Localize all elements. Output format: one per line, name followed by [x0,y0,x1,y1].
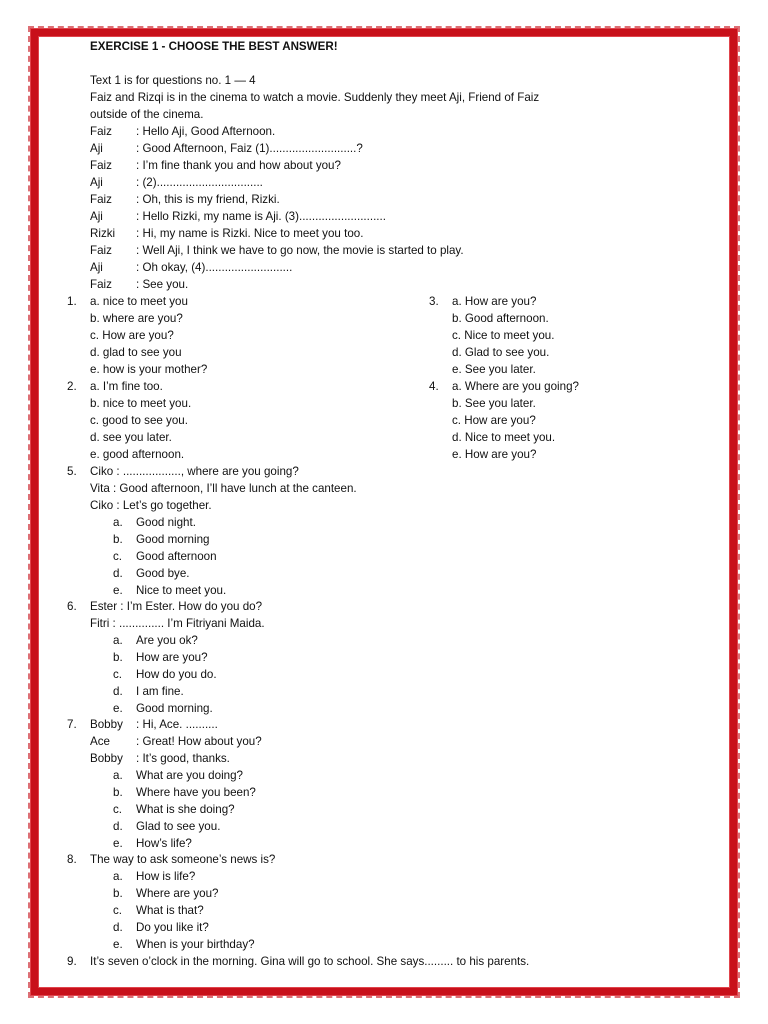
question-number: 1. [67,295,77,308]
option-letter: a. [113,634,123,647]
option: d. Glad to see you. [452,346,550,359]
option: Where are you? [136,887,219,900]
option-letter: a. [113,769,123,782]
option: e. how is your mother? [90,363,208,376]
option-letter: c. [113,803,123,816]
speaker: Rizki [90,227,116,240]
question-number: 2. [67,380,77,393]
speaker: Aji [90,210,103,223]
utterance: : Good Afternoon, Faiz (1)...........................? [136,142,363,155]
utterance: : Great! How about you? [136,735,262,748]
option: What is she doing? [136,803,235,816]
utterance: : It’s good, thanks. [136,752,230,765]
question-text: It’s seven o’clock in the morning. Gina will go to school. She says......... to his parents. [90,955,530,968]
question-number: 3. [429,295,439,308]
option: b. where are you? [90,312,183,325]
option-letter: d. [113,921,123,934]
option: Are you ok? [136,634,198,647]
speaker: Bobby [90,718,123,731]
option: Good night. [136,516,196,529]
utterance: : I’m fine thank you and how about you? [136,159,341,172]
option: How’s life? [136,837,192,850]
option: How are you? [136,651,208,664]
utterance: : Hi, Ace. .......... [136,718,218,731]
question-text: The way to ask someone’s news is? [90,853,276,866]
speaker: Faiz [90,193,112,206]
option: d. glad to see you [90,346,182,359]
context-line: Faiz and Rizqi is in the cinema to watch a movie. Suddenly they meet Aji, Friend of Faiz [90,91,540,104]
option-letter: d. [113,567,123,580]
option: d. see you later. [90,431,172,444]
option-letter: e. [113,702,123,715]
option-letter: d. [113,685,123,698]
option: c. good to see you. [90,414,188,427]
option: c. Nice to meet you. [452,329,555,342]
option-letter: b. [113,533,123,546]
option: Good afternoon [136,550,217,563]
speaker: Ace [90,735,110,748]
option-letter: e. [113,938,123,951]
option: a. I’m fine too. [90,380,163,393]
speaker: Faiz [90,159,112,172]
question-line: Ester : I’m Ester. How do you do? [90,600,263,613]
utterance: : Well Aji, I think we have to go now, the movie is started to play. [136,244,464,257]
option: How is life? [136,870,196,883]
option: a. Where are you going? [452,380,579,393]
option: d. Nice to meet you. [452,431,556,444]
option: Good morning. [136,702,213,715]
context-line: outside of the cinema. [90,108,204,121]
option-letter: c. [113,904,123,917]
speaker: Aji [90,176,103,189]
option: When is your birthday? [136,938,255,951]
option: b. Good afternoon. [452,312,549,325]
utterance: : (2)................................. [136,176,263,189]
question-number: 4. [429,380,439,393]
speaker: Bobby [90,752,123,765]
utterance: : Oh okay, (4)........................... [136,261,293,274]
option: Good bye. [136,567,190,580]
option-letter: d. [113,820,123,833]
option-letter: a. [113,870,123,883]
utterance: : Oh, this is my friend, Rizki. [136,193,280,206]
speaker: Faiz [90,125,112,138]
option: a. nice to meet you [90,295,188,308]
option: Nice to meet you. [136,584,227,597]
option: a. How are you? [452,295,537,308]
exercise-title: EXERCISE 1 - CHOOSE THE BEST ANSWER! [90,40,338,53]
speaker: Faiz [90,244,112,257]
question-number: 6. [67,600,77,613]
option-letter: b. [113,887,123,900]
option: What are you doing? [136,769,243,782]
utterance: : Hello Rizki, my name is Aji. (3)........................... [136,210,386,223]
question-line: Ciko : Let’s go together. [90,499,212,512]
option: c. How are you? [452,414,536,427]
option-letter: b. [113,651,123,664]
option-letter: b. [113,786,123,799]
option: I am fine. [136,685,184,698]
option: Glad to see you. [136,820,221,833]
option-letter: e. [113,837,123,850]
utterance: : Hi, my name is Rizki. Nice to meet you too. [136,227,364,240]
option-letter: e. [113,584,123,597]
option: c. How are you? [90,329,174,342]
option-letter: c. [113,550,123,563]
option: b. See you later. [452,397,536,410]
question-number: 9. [67,955,77,968]
question-line: Fitri : .............. I’m Fitriyani Maida. [90,617,265,630]
option: b. nice to meet you. [90,397,192,410]
question-number: 8. [67,853,77,866]
question-number: 7. [67,718,77,731]
option: What is that? [136,904,204,917]
question-line: Vita : Good afternoon, I’ll have lunch at the canteen. [90,482,357,495]
option: Good morning [136,533,210,546]
option: How do you do. [136,668,217,681]
option-letter: c. [113,668,123,681]
option: Do you like it? [136,921,209,934]
speaker: Faiz [90,278,112,291]
utterance: : Hello Aji, Good Afternoon. [136,125,276,138]
text-intro: Text 1 is for questions no. 1 — 4 [90,74,256,87]
speaker: Aji [90,142,103,155]
option: e. good afternoon. [90,448,185,461]
question-number: 5. [67,465,77,478]
option: e. See you later. [452,363,536,376]
option: e. How are you? [452,448,537,461]
utterance: : See you. [136,278,189,291]
speaker: Aji [90,261,103,274]
option-letter: a. [113,516,123,529]
question-line: Ciko : .................., where are you going? [90,465,299,478]
option: Where have you been? [136,786,256,799]
